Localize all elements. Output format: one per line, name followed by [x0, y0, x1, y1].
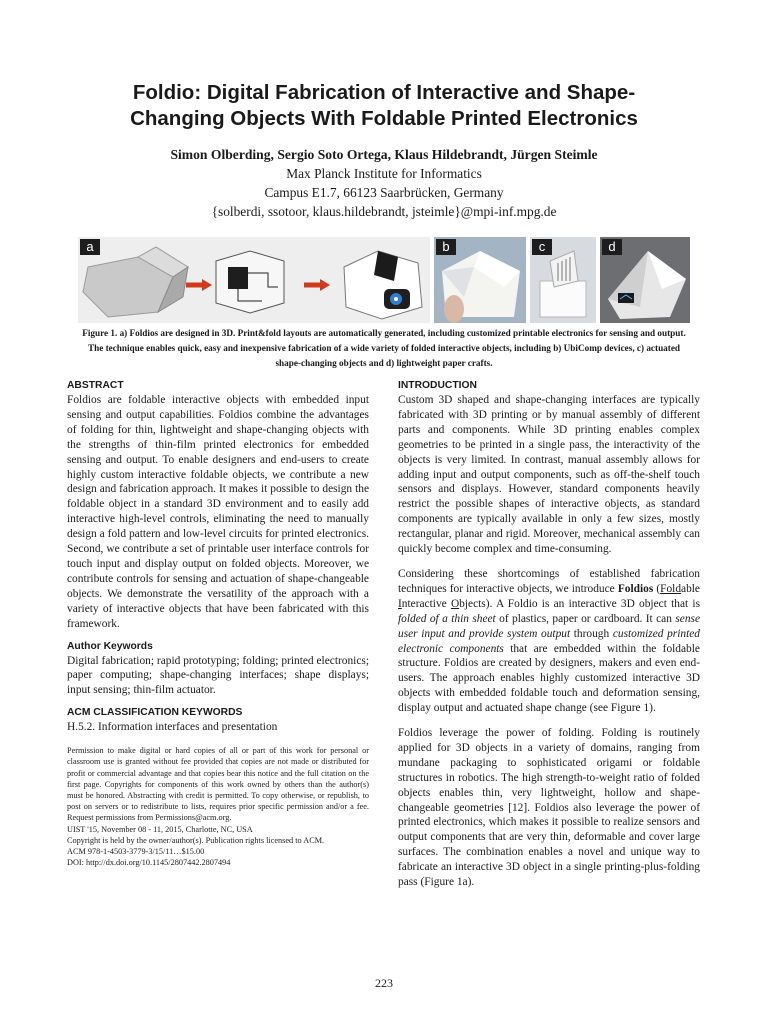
- figure-panel-a: [78, 237, 430, 323]
- acronym-letter-o: O: [450, 597, 460, 610]
- intro-p2-text: of plastics, paper or cardboard. It can: [495, 612, 676, 625]
- isbn: ACM 978-1-4503-3779-3/15/11…$15.00: [67, 846, 205, 856]
- left-column: [67, 379, 369, 868]
- conference-venue: UIST '15, November 08 - 11, 2015, Charlotte, NC, USA: [67, 824, 253, 834]
- intro-p2-text: bjects). A Foldio is an interactive 3D object that is: [459, 597, 701, 610]
- intro-p2-text: able: [681, 582, 700, 595]
- abstract-heading: ABSTRACT: [67, 380, 124, 391]
- intro-p2-text: nteractive: [401, 597, 451, 610]
- figure-panel-a-image: [78, 237, 430, 323]
- address: Campus E1.7, 66123 Saarbrücken, Germany: [264, 185, 504, 200]
- copyright-holder: Copyright is held by the owner/author(s). Publication rights licensed to ACM.: [67, 835, 325, 845]
- paper-title: [60, 80, 708, 132]
- emphasis-printed-components: customized printed electronic components: [398, 627, 700, 655]
- acm-classification-heading: ACM CLASSIFICATION KEYWORDS: [67, 707, 243, 719]
- foldios-term: Foldios: [617, 582, 654, 595]
- emphasis-thin-sheet: folded of a thin sheet: [398, 612, 496, 625]
- right-column: [398, 379, 700, 890]
- introduction-paragraph-1: Custom 3D shaped and shape-changing interfaces are typically fabricated with 3D printing or by manual assembly of different parts and components. While 3D printing enables complex geometries to be printed in a single pass, the interactivity of the objects is very limited. In contrast, manual assembly allows for adding input and output components, such as off-the-shelf touch sensors and displays. However, standard components heavily restrict the possible shapes of interactive objects, as standard components are typically available in only a few sizes, mostly rectangular, planar and rigid. Moreover, mechanical assembly can quickly become complex and time-consuming.: [398, 394, 700, 556]
- emphasis-sense-input: sense user input and provide system output: [398, 612, 701, 640]
- title-line-1: Foldio: Digital Fabrication of Interactive and Shape-: [132, 81, 636, 104]
- keywords-text: Digital fabrication; rapid prototyping; folding; printed electronics; paper computing; shape-changing interfaces; shape displays; input sensing; thin-film actuator.: [67, 654, 369, 697]
- permission-notice: Permission to make digital or hard copies of all or part of this work for personal or classroom use is granted without fee provided that copies are not made or distributed for profit or commercial advantage and that copies bear this notice and the full citation on the first page. Copyrights for components of this work owned by others than the author(s) must be honored. Abstracting with credit is permitted. To copy otherwise, or republish, to post on servers or to redistribute to lists, requires prior specific permission and/or a fee. Request permissions from Permissions@acm.org.: [67, 746, 369, 823]
- figure-label-a: a: [80, 239, 100, 255]
- figure-label-d: d: [602, 239, 622, 255]
- acronym-letter-i: I: [398, 597, 402, 610]
- intro-p2-text: (: [653, 582, 661, 595]
- figure-label-c: c: [532, 239, 552, 255]
- abstract-text: Foldios are foldable interactive objects with embedded input sensing and output capabilities. Foldios combine the advantages of folding for thin, lightweight and shape-changing objects with the strengths of thin-film printed electronics for embedded sensing and output. To enable designers and end-users to create highly custom interactive foldable objects, we contribute a new design and fabrication approach. It makes it possible to design the foldable object in a standard 3D environment and to easily add interactive high-level controls, eliminating the need to manually design a fold pattern and low-level circuits for printed electronics. Second, we contribute a set of printable user interface controls for touch input and display output on folded objects. Moreover, we contribute controls for sensing and actuation of shape-changeable objects. We demonstrate the versatility of the approach with a variety of interactive objects that have been fabricated with this framework.: [67, 394, 369, 630]
- figure-caption: Figure 1. a) Foldios are designed in 3D. Print&fold layouts are automatically generated, including customized printable electronics for sensing and output. The technique enables quick, easy and inexpensive fabrication of a wide variety of folded interactive objects, including b) UbiComp devices, c) actuated shape-changing objects and d) lightweight paper crafts.: [82, 328, 686, 368]
- intro-p2-text: that are embedded within the foldable structure. Foldios are created by designers, makers and even end-users. The approach enables highly customized interactive 3D objects with embedded foldable touch and deformation sensing, display output and actuated shape change (see Figure 1).: [398, 642, 700, 715]
- page-number: 223: [375, 976, 393, 990]
- affiliation: Max Planck Institute for Informatics: [286, 166, 482, 181]
- figure-label-b: b: [436, 239, 456, 255]
- author-list: Simon Olberding, Sergio Soto Ortega, Klaus Hildebrandt, Jürgen Steimle: [170, 147, 598, 162]
- figure-panel-c: [530, 237, 596, 323]
- figure-1: [78, 237, 690, 323]
- title-line-2: Changing Objects With Foldable Printed Electronics: [130, 107, 638, 130]
- copyright-block: [67, 745, 369, 868]
- figure-panel-b: [434, 237, 526, 323]
- acm-classification-text: H.5.2. Information interfaces and presentation: [67, 721, 278, 734]
- acronym-letters-fold: Fold: [660, 582, 682, 595]
- intro-p2-text: Considering these shortcomings of established fabrication techniques for interactive objects, we introduce: [398, 567, 700, 595]
- introduction-heading: INTRODUCTION: [398, 380, 477, 391]
- intro-p2-text: through: [570, 627, 613, 640]
- keywords-heading: Author Keywords: [67, 640, 153, 652]
- introduction-paragraph-3: Foldios leverage the power of folding. Folding is routinely applied for 3D objects in a variety of domains, ranging from mundane packaging to sophisticated origami or foldable structures in robotics. The high strength-to-weight ratio of folded objects enables thin, very lightweight, hollow and shape-changeable geometries [12]. Foldios also leverage the power of printed electronics, which makes it possible to realize sensors and output components that are very thin, deformable and cover large surfaces. The combination enables a novel and unique way to fabricate an interactive 3D object in a single printing-plus-folding pass (Figure 1a).: [398, 727, 700, 889]
- doi: DOI: http://dx.doi.org/10.1145/2807442.2807494: [67, 858, 231, 868]
- introduction-paragraph-2: [398, 567, 700, 716]
- figure-panel-d: [600, 237, 690, 323]
- email-addresses: {solberdi, ssotoor, klaus.hildebrandt, jsteimle}@mpi-inf.mpg.de: [211, 204, 557, 219]
